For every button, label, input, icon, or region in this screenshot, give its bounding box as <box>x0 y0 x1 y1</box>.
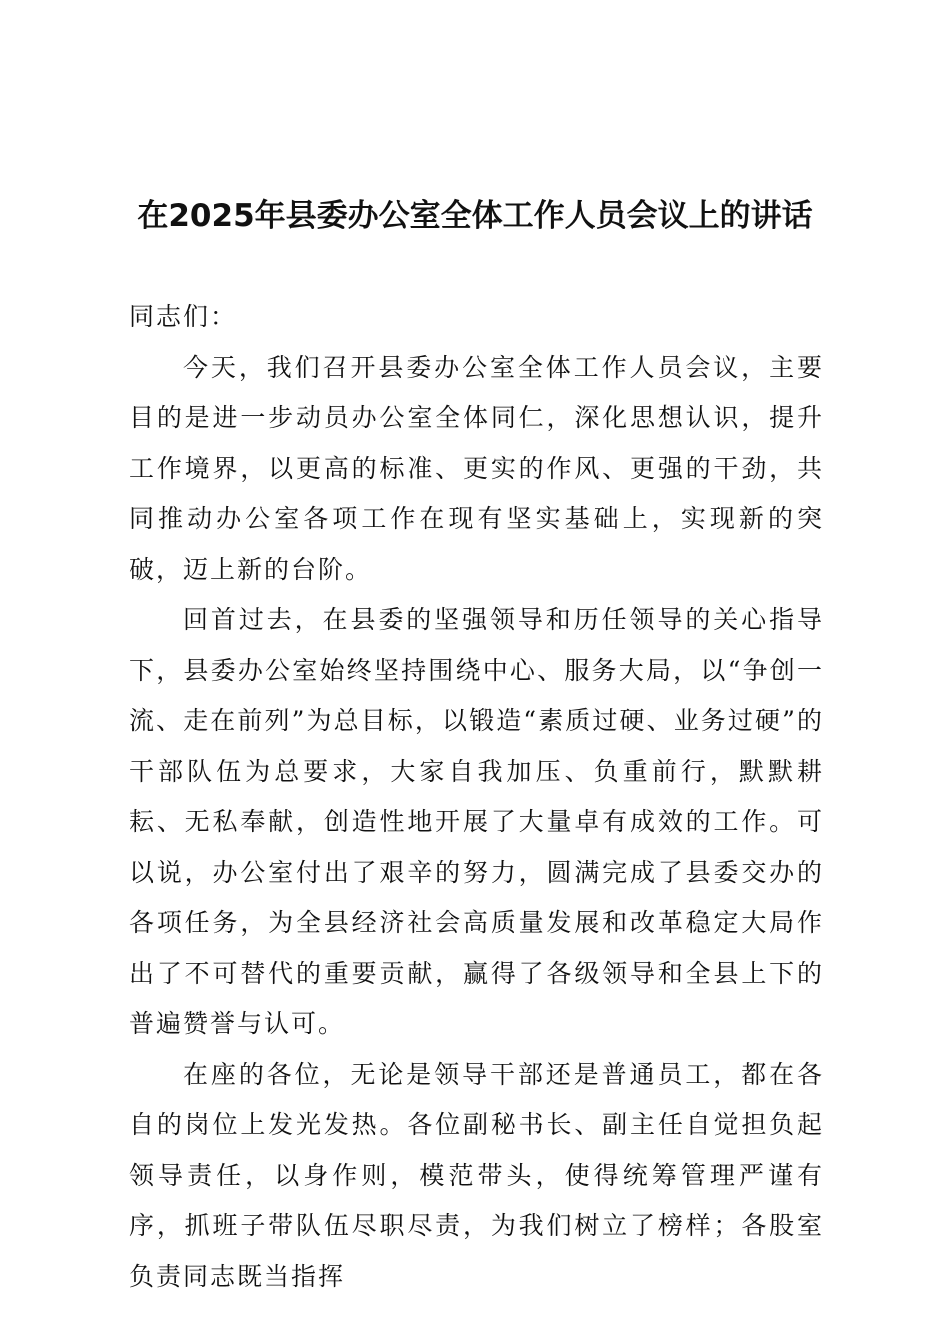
salutation: 同志们： <box>129 302 238 331</box>
paragraph-2: 回首过去，在县委的坚强领导和历任领导的关心指导下，县委办公室始终坚持围绕中心、服务大局，以“争创一流、走在前列”为总目标，以锻造“素质过硬、业务过硬”的干部队伍为总要求，大家自我加压、负重前行，默默耕耘、无私奉献，创造性地开展了大量卓有成效的工作。可以说，办公室付出了艰辛的努力，圆满完成了县委交办的各项任务，为全县经济社会高质量发展和改革稳定大局作出了不可替代的重要贡献，赢得了各级领导和全县上下的普遍赞誉与认可。 <box>129 605 824 1038</box>
paragraph-3: 在座的各位，无论是领导干部还是普通员工，都在各自的岗位上发光发热。各位副秘书长、副主任自觉担负起领导责任，以身作则，模范带头，使得统筹管理严谨有序，抓班子带队伍尽职尽责，为我们树立了榜样；各股室负责同志既当指挥 <box>129 1059 824 1291</box>
paragraph-1: 今天，我们召开县委办公室全体工作人员会议，主要目的是进一步动员办公室全体同仁，深化思想认识，提升工作境界，以更高的标准、更实的作风、更强的干劲，共同推动办公室各项工作在现有坚实基础上，实现新的突破，迈上新的台阶。 <box>129 352 824 584</box>
document-body <box>129 292 824 1302</box>
document-title: 在2025年县委办公室全体工作人员会议上的讲话 <box>137 198 813 234</box>
